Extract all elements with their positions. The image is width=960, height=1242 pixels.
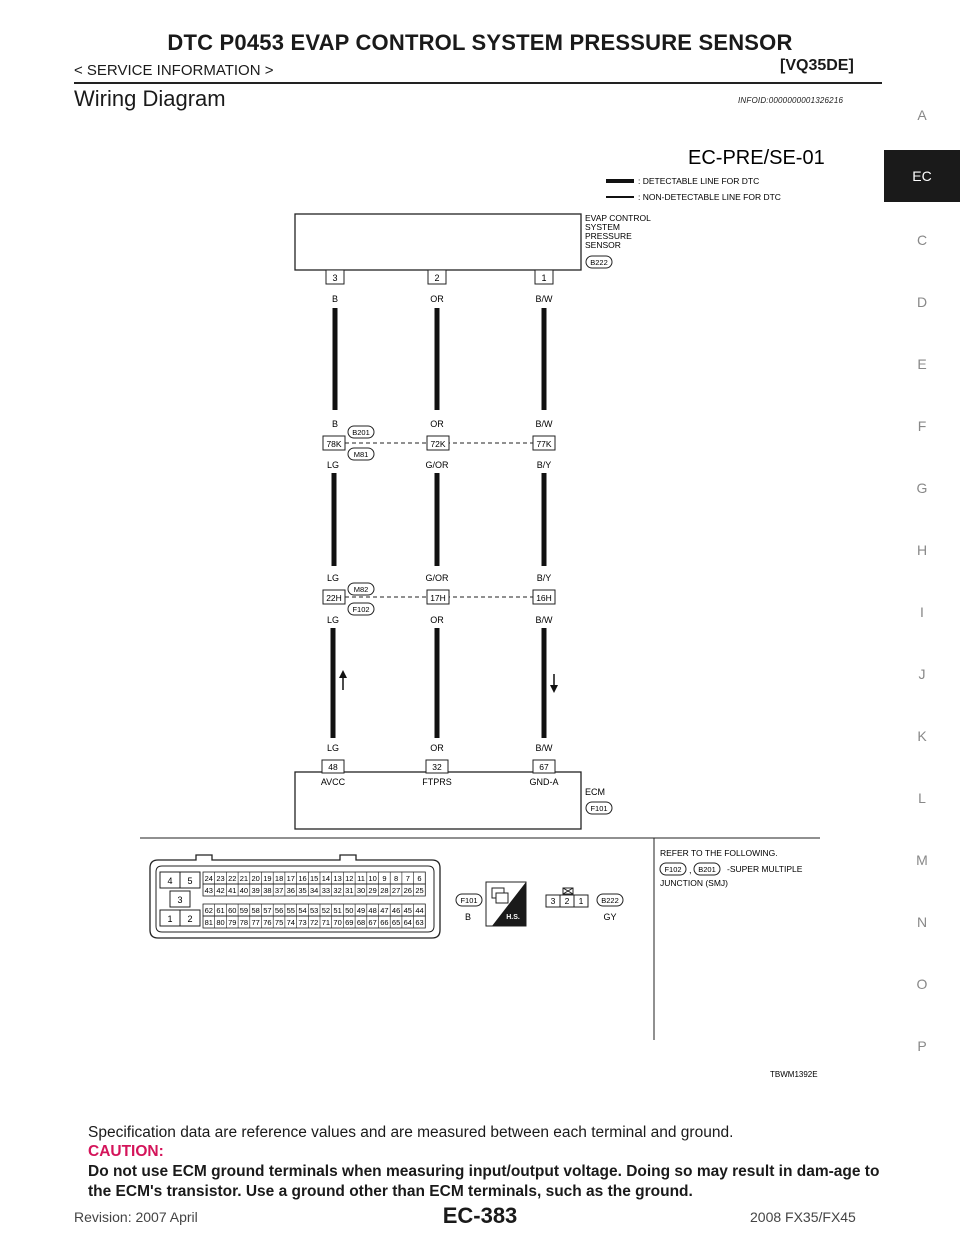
ecm-wire-color-1: LG — [326, 743, 340, 753]
ecm-connector-pin: 11 — [357, 874, 365, 883]
tab-e[interactable]: E — [917, 356, 927, 372]
j1-top-color-2: OR — [430, 419, 444, 429]
ecm-pin-4: 4 — [167, 876, 173, 886]
ecm-connector-pin: 38 — [263, 886, 272, 895]
ecm-terminal-avcc: AVCC — [320, 777, 346, 787]
ecm-connector-pin: 39 — [251, 886, 260, 895]
legend-non-detectable: : NON-DETECTABLE LINE FOR DTC — [638, 192, 781, 202]
ecm-connector-pin: 69 — [345, 918, 354, 927]
sensor-wire-color-2: OR — [430, 294, 444, 304]
tab-a[interactable]: A — [917, 107, 927, 123]
ecm-connector-pin: 79 — [228, 918, 237, 927]
ecm-connector-pin: 41 — [228, 886, 237, 895]
sensor-connector-face — [546, 888, 588, 907]
ecm-connector-pin: 48 — [368, 906, 377, 915]
ecm-connector-pin: 30 — [356, 886, 366, 895]
ecm-connector-pin: 18 — [274, 874, 284, 883]
sensor-pin-1: 1 — [541, 273, 547, 283]
refer-text-line2: JUNCTION (SMJ) — [660, 878, 728, 888]
j2-pin-16h: 16H — [536, 593, 552, 603]
j2-bottom-color-2: OR — [430, 615, 444, 625]
ecm-connector-pin: 13 — [333, 874, 342, 883]
ecm-connector-left-block — [160, 872, 200, 926]
ecm-connector-pin: 17 — [286, 874, 295, 883]
sensor-face-pin-2: 2 — [564, 896, 570, 906]
ecm-connector-pin: 78 — [239, 918, 249, 927]
j2-top-color-2: G/OR — [425, 573, 449, 583]
j2-bottom-color-1: LG — [326, 615, 340, 625]
sensor-wire-color-3: B/W — [535, 294, 553, 304]
sensor-face-pin-1: 1 — [578, 896, 584, 906]
ecm-connector-pin: 67 — [368, 918, 377, 927]
sensor-pin-3: 3 — [332, 273, 338, 283]
j1-bottom-color-1: LG — [326, 460, 340, 470]
sensor-pin-2: 2 — [434, 273, 440, 283]
tab-d[interactable]: D — [916, 294, 928, 310]
ecm-connector-pin: 61 — [216, 906, 225, 915]
j2-connector-top: M82 — [353, 585, 369, 594]
ecm-connector-pin: 33 — [321, 886, 331, 895]
refer-conn1: F102 — [664, 865, 682, 874]
tab-h[interactable]: H — [916, 542, 928, 558]
ecm-connector-pin: 27 — [391, 886, 401, 895]
section-title: Wiring Diagram — [74, 86, 226, 111]
ecm-connector-pin: 45 — [403, 906, 412, 915]
ecm-label: ECM — [585, 787, 605, 797]
ecm-connector-pin: 25 — [415, 886, 424, 895]
tab-p[interactable]: P — [917, 1038, 927, 1054]
ecm-connector-pin: 15 — [310, 874, 319, 883]
sensor-name-line2: SYSTEM — [585, 222, 620, 232]
ecm-connector-pin: 58 — [251, 906, 260, 915]
ecm-connector-pin: 31 — [345, 886, 354, 895]
tab-l[interactable]: L — [918, 790, 926, 806]
ecm-connector-pin: 7 — [405, 874, 410, 883]
legend-detectable: : DETECTABLE LINE FOR DTC — [638, 176, 760, 186]
ecm-pin-2: 2 — [187, 914, 193, 924]
ecm-pin-48: 48 — [328, 762, 338, 772]
section-breadcrumb: < SERVICE INFORMATION > — [74, 62, 274, 79]
j2-pin-22h: 22H — [326, 593, 342, 603]
j1-connector-bottom: M81 — [353, 450, 369, 459]
ecm-connector-pin: 8 — [394, 874, 399, 883]
sensor-name-line1: EVAP CONTROL — [585, 213, 651, 223]
ecm-terminal-gnd-a: GND-A — [529, 777, 559, 787]
ecm-connector-pin: 44 — [415, 906, 424, 915]
ecm-connector-pin: 32 — [333, 886, 342, 895]
ecm-connector-pin: 53 — [310, 906, 319, 915]
ecm-connector-pin: 66 — [380, 918, 389, 927]
ecm-connector-pin: 60 — [228, 906, 237, 915]
tab-f[interactable]: F — [917, 418, 927, 434]
ecm-connector-pin: 34 — [310, 886, 319, 895]
ecm-terminal-ftprs: FTPRS — [422, 777, 452, 787]
ecm-connector-pin: 47 — [380, 906, 389, 915]
ecm-connector-pin: 22 — [228, 874, 237, 883]
j1-pin-72k: 72K — [430, 439, 446, 449]
ecm-face-connector-id: F101 — [460, 896, 478, 905]
ecm-connector-pin: 80 — [216, 918, 225, 927]
refer-text-line1: -SUPER MULTIPLE — [727, 864, 803, 874]
tab-j[interactable]: J — [918, 666, 926, 682]
ecm-wire-color-3: B/W — [535, 743, 553, 753]
sensor-name-line3: PRESSURE — [585, 231, 632, 241]
ecm-wire-color-2: OR — [430, 743, 444, 753]
ecm-connector-pin: 37 — [274, 886, 284, 895]
ecm-pin-5: 5 — [187, 876, 193, 886]
caution-label: CAUTION: — [88, 1143, 164, 1160]
ecm-pin-1: 1 — [167, 914, 173, 924]
j1-connector-top: B201 — [352, 428, 370, 437]
caution-text: Do not use ECM ground terminals when measuring input/output voltage. Doing so may result in dam-age to the ECM's transistor. Use a ground other than ECM terminals, such as the ground. — [88, 1163, 880, 1200]
ecm-connector-pin: 57 — [263, 906, 272, 915]
ecm-connector-pin: 6 — [417, 874, 422, 883]
ecm-connector-pin: 68 — [356, 918, 366, 927]
ecm-connector-pin: 59 — [239, 906, 249, 915]
j1-bottom-color-2: G/OR — [425, 460, 449, 470]
ecm-connector-pin: 81 — [204, 918, 213, 927]
ecm-connector-pin: 20 — [251, 874, 260, 883]
tab-k[interactable]: K — [917, 728, 927, 744]
ecm-connector-pin: 51 — [333, 906, 342, 915]
j1-top-color-3: B/W — [535, 419, 553, 429]
j2-pin-17h: 17H — [430, 593, 446, 603]
ecm-connector-pin: 43 — [204, 886, 213, 895]
tab-i[interactable]: I — [920, 604, 924, 620]
ecm-connector-id: F101 — [590, 804, 608, 813]
ecm-connector-pin: 75 — [274, 918, 284, 927]
j2-top-color-1: LG — [326, 573, 340, 583]
ecm-connector-pin: 65 — [391, 918, 401, 927]
ecm-connector-pin: 16 — [298, 874, 307, 883]
ecm-connector-pin: 10 — [368, 874, 377, 883]
sensor-face-connector-id: B222 — [601, 896, 619, 905]
ecm-connector-pin: 9 — [382, 874, 387, 883]
sensor-face-pin-3: 3 — [550, 896, 556, 906]
ecm-connector-pin: 36 — [286, 886, 295, 895]
j2-connector-bottom: F102 — [352, 605, 370, 614]
ecm-connector-pin: 49 — [356, 906, 366, 915]
sensor-box — [295, 214, 581, 270]
engine-code: [VQ35DE] — [780, 57, 854, 74]
j2-bottom-color-3: B/W — [535, 615, 553, 625]
footer-model: 2008 FX35/FX45 — [750, 1209, 856, 1225]
diagram-id: EC-PRE/SE-01 — [688, 147, 825, 169]
ecm-connector-pin: 26 — [403, 886, 412, 895]
ecm-connector-pin: 77 — [251, 918, 260, 927]
sensor-connector-id: B222 — [590, 258, 608, 267]
ecm-connector-pin: 21 — [239, 874, 249, 883]
ecm-connector-pin: 62 — [204, 906, 213, 915]
ecm-connector-pin: 40 — [239, 886, 249, 895]
ecm-pin-3: 3 — [177, 895, 183, 905]
j1-top-color-1: B — [331, 419, 339, 429]
ecm-connector-pin: 71 — [321, 918, 331, 927]
figure-id: TBWM1392E — [770, 1070, 818, 1079]
ecm-pin-32: 32 — [432, 762, 442, 772]
footer-revision: Revision: 2007 April — [74, 1209, 198, 1225]
sensor-name-line4: SENSOR — [585, 240, 621, 250]
tab-ec[interactable]: EC — [884, 150, 960, 202]
j1-pin-77k: 77K — [536, 439, 552, 449]
ecm-connector-pin: 42 — [216, 886, 225, 895]
info-id: INFOID:0000000001326216 — [738, 96, 844, 105]
ecm-connector-pin: 64 — [403, 918, 412, 927]
refer-heading: REFER TO THE FOLLOWING. — [660, 848, 778, 858]
tab-c[interactable]: C — [916, 232, 928, 248]
ecm-face-connector-color: B — [464, 912, 472, 922]
ecm-connector-pin: 50 — [345, 906, 354, 915]
ecm-connector-pin: 28 — [380, 886, 389, 895]
ecm-connector-pin: 12 — [345, 874, 354, 883]
ecm-connector-pin: 52 — [321, 906, 331, 915]
ecm-connector-pin: 14 — [321, 874, 331, 883]
j2-top-color-3: B/Y — [536, 573, 552, 583]
spec-note: Specification data are reference values and are measured between each terminal and ground. — [88, 1124, 734, 1141]
ecm-connector-pin: 72 — [310, 918, 319, 927]
page-title: DTC P0453 EVAP CONTROL SYSTEM PRESSURE SENSOR — [167, 30, 793, 55]
ecm-connector-pin: 74 — [286, 918, 295, 927]
ecm-connector-pin: 70 — [333, 918, 342, 927]
sensor-face-connector-color: GY — [603, 912, 617, 922]
refer-conn2: B201 — [698, 865, 716, 874]
ecm-connector-pin: 55 — [286, 906, 295, 915]
arrow-up-icon — [339, 670, 347, 678]
sensor-wire-color-1: B — [331, 294, 339, 304]
ecm-connector-pin: 29 — [368, 886, 377, 895]
harness-side-label: H.S. — [506, 914, 520, 921]
ecm-connector-pin: 35 — [298, 886, 307, 895]
harness-side-icon — [486, 882, 526, 926]
ecm-connector-pin: 76 — [263, 918, 272, 927]
ecm-connector-pin: 24 — [204, 874, 213, 883]
ecm-connector-pin: 19 — [263, 874, 272, 883]
tab-m[interactable]: M — [916, 852, 928, 868]
ecm-connector-pin: 46 — [391, 906, 401, 915]
ecm-connector-pin: 56 — [274, 906, 284, 915]
ecm-connector-pin: 73 — [298, 918, 307, 927]
ecm-connector-pin: 54 — [298, 906, 307, 915]
refer-separator: , — [689, 865, 692, 875]
ecm-connector-pin-grid — [203, 872, 425, 928]
tab-o[interactable]: O — [916, 976, 928, 992]
tab-g[interactable]: G — [916, 480, 928, 496]
tab-n[interactable]: N — [916, 914, 928, 930]
ecm-connector-pin: 23 — [216, 874, 225, 883]
arrow-down-icon — [550, 685, 558, 693]
j1-pin-78k: 78K — [326, 439, 342, 449]
footer-page-number: EC-383 — [442, 1203, 518, 1228]
j1-bottom-color-3: B/Y — [536, 460, 552, 470]
ecm-pin-67: 67 — [539, 762, 549, 772]
ecm-connector-pin: 63 — [415, 918, 424, 927]
